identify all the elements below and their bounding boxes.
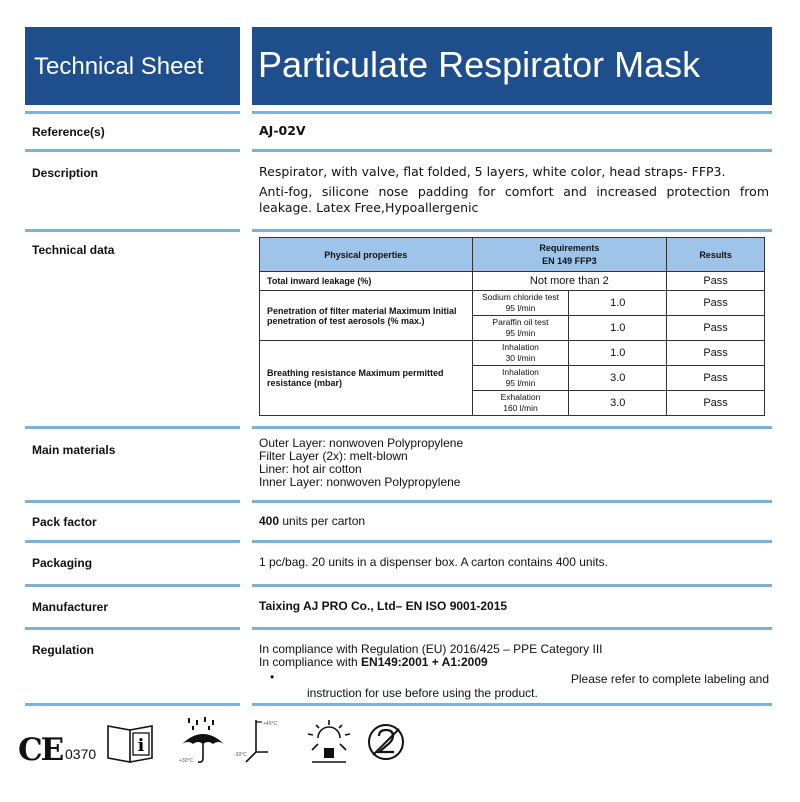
divider bbox=[25, 500, 240, 503]
til-property: Total inward leakage (%) bbox=[260, 272, 473, 291]
method-name: Inhalation bbox=[502, 367, 539, 377]
pack-factor-value bbox=[259, 515, 769, 528]
pack-unit-text: units per carton bbox=[279, 514, 366, 528]
regulation-standard: EN149:2001 + A1:2009 bbox=[361, 655, 488, 669]
regulation-prefix: In compliance with bbox=[259, 655, 362, 669]
material-item: Filter Layer (2x): melt-blown bbox=[259, 449, 408, 463]
packaging-value: 1 pc/bag. 20 units in a dispenser box. A carton contains 400 units. bbox=[259, 555, 608, 569]
requirement-value: 1.0 bbox=[569, 291, 667, 316]
keep-away-from-sunlight-icon bbox=[304, 718, 354, 766]
temperature-label: +30°C bbox=[179, 758, 194, 764]
ce-mark-icon: CE bbox=[18, 732, 63, 768]
temperature-low-label: -30°C bbox=[234, 752, 247, 758]
description-line-1: Respirator, with valve, flat folded, 5 layers, white color, head straps- FFP3. bbox=[259, 164, 726, 179]
product-title: Particulate Respirator Mask bbox=[258, 44, 701, 85]
divider bbox=[252, 149, 772, 152]
materials-label: Main materials bbox=[32, 443, 116, 457]
divider bbox=[252, 111, 772, 114]
regulation-note-part1: Please refer to complete labeling and bbox=[570, 672, 769, 686]
result-value: Pass bbox=[667, 391, 765, 416]
description-label: Description bbox=[32, 166, 99, 180]
temperature-limit-icon bbox=[232, 716, 280, 768]
material-item: Outer Layer: nonwoven Polypropylene bbox=[259, 436, 464, 450]
header-left-panel bbox=[25, 27, 240, 105]
table-row bbox=[260, 272, 765, 291]
breathing-property: Breathing resistance Maximum permitted resistance (mbar) bbox=[260, 341, 473, 416]
regulation-note-part2: instruction for use before using the product. bbox=[307, 686, 538, 700]
method-cell bbox=[472, 391, 569, 416]
material-item: Liner: hot air cotton bbox=[259, 462, 362, 476]
technical-data-label: Technical data bbox=[32, 243, 115, 257]
pack-quantity: 400 bbox=[259, 514, 280, 528]
sheet-title: Technical Sheet bbox=[34, 53, 204, 80]
flow-rate: 160 l/min bbox=[503, 403, 538, 413]
packaging-label: Packaging bbox=[32, 556, 93, 570]
manufacturer-value: Taixing AJ PRO Co., Ltd– EN ISO 9001-2015 bbox=[259, 599, 508, 613]
instructions-book-icon bbox=[106, 722, 156, 764]
divider bbox=[252, 703, 772, 706]
pack-factor-label: Pack factor bbox=[32, 515, 97, 529]
reference-label: Reference(s) bbox=[32, 125, 105, 139]
result-value: Pass bbox=[667, 291, 765, 316]
technical-data-table bbox=[259, 237, 765, 416]
manufacturer-label: Manufacturer bbox=[32, 600, 109, 614]
method-cell bbox=[472, 341, 569, 366]
regulation-line-2 bbox=[259, 656, 769, 669]
divider bbox=[25, 111, 240, 114]
bullet: • bbox=[270, 670, 275, 684]
header-right-panel bbox=[252, 27, 772, 105]
header-results: Results bbox=[667, 238, 765, 272]
reference-value: AJ-02V bbox=[259, 123, 306, 138]
info-glyph: i bbox=[137, 736, 145, 756]
method-name: Sodium chloride test bbox=[481, 292, 559, 302]
divider bbox=[252, 584, 772, 587]
method-name: Paraffin oil test bbox=[492, 317, 549, 327]
til-result: Pass bbox=[667, 272, 765, 291]
divider bbox=[25, 229, 240, 232]
regulation-line-1: In compliance with Regulation (EU) 2016/425 – PPE Category III bbox=[259, 642, 603, 656]
til-requirement: Not more than 2 bbox=[472, 272, 667, 291]
material-item: Inner Layer: nonwoven Polypropylene bbox=[259, 475, 461, 489]
divider bbox=[25, 149, 240, 152]
do-not-reuse-icon bbox=[364, 720, 408, 764]
requirement-value: 3.0 bbox=[569, 366, 667, 391]
flow-rate: 30 l/min bbox=[505, 353, 536, 363]
requirement-value: 1.0 bbox=[569, 316, 667, 341]
header-physical-properties: Physical properties bbox=[260, 238, 473, 272]
table-header-row bbox=[260, 238, 765, 272]
header-requirements bbox=[472, 238, 667, 272]
divider bbox=[25, 584, 240, 587]
divider bbox=[25, 627, 240, 630]
temperature-high-label: +40°C bbox=[263, 721, 278, 727]
requirement-value: 3.0 bbox=[569, 391, 667, 416]
divider bbox=[252, 500, 772, 503]
flow-rate: 95 l/min bbox=[505, 303, 536, 313]
divider bbox=[25, 703, 240, 706]
table-row bbox=[260, 291, 765, 316]
requirement-value: 1.0 bbox=[569, 341, 667, 366]
penetration-property: Penetration of filter material Maximum Initial penetration of test aerosols (% max.) bbox=[260, 291, 473, 341]
regulation-label: Regulation bbox=[32, 643, 94, 657]
flow-rate: 95 l/min bbox=[505, 328, 536, 338]
result-value: Pass bbox=[667, 366, 765, 391]
result-value: Pass bbox=[667, 341, 765, 366]
keep-dry-umbrella-icon bbox=[178, 716, 228, 768]
header-requirements-title: Requirements bbox=[539, 243, 600, 253]
divider bbox=[252, 540, 772, 543]
method-name: Exhalation bbox=[500, 392, 541, 402]
table-row bbox=[260, 341, 765, 366]
method-cell bbox=[472, 366, 569, 391]
result-value: Pass bbox=[667, 316, 765, 341]
description-line-2: Anti-fog, silicone nose padding for comfort and increased protection from leakage. Latex Free,Hypoallergenic bbox=[259, 184, 769, 215]
divider bbox=[25, 426, 240, 429]
divider bbox=[25, 540, 240, 543]
method-cell bbox=[472, 291, 569, 316]
divider bbox=[252, 229, 772, 232]
divider bbox=[252, 627, 772, 630]
notified-body-number: 0370 bbox=[65, 746, 97, 762]
materials-list bbox=[259, 437, 769, 489]
divider bbox=[252, 426, 772, 429]
flow-rate: 95 l/min bbox=[505, 378, 536, 388]
method-cell bbox=[472, 316, 569, 341]
method-name: Inhalation bbox=[502, 342, 539, 352]
header-standard: EN 149 FFP3 bbox=[542, 256, 597, 266]
